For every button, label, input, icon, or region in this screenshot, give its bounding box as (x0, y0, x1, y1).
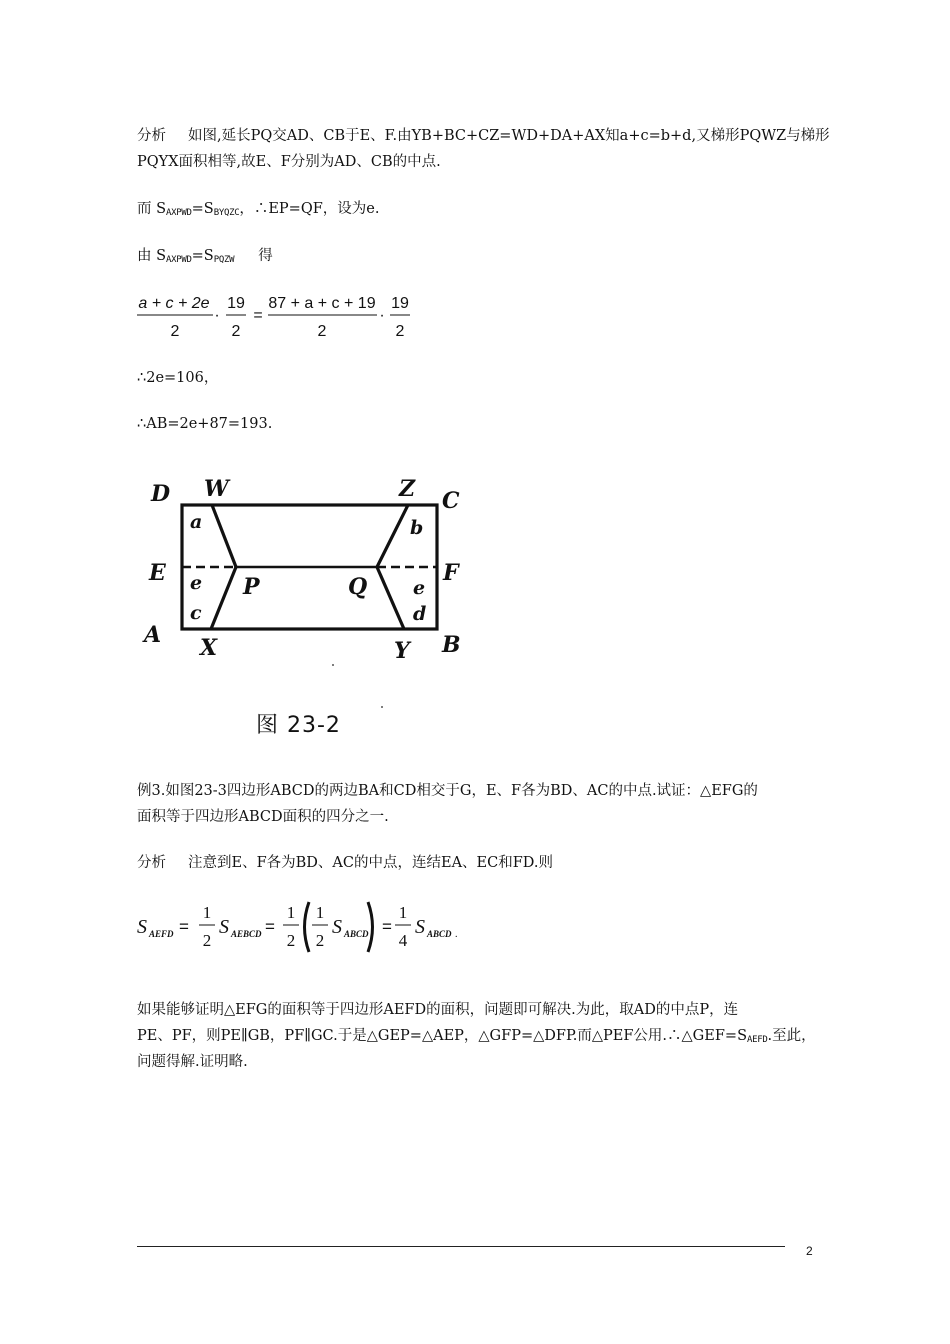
segment-ZQ (377, 505, 408, 567)
label-F: F (443, 560, 459, 586)
analysis-paragraph-line-1 (137, 123, 830, 149)
svg-text:=: = (382, 917, 392, 936)
analysis-paragraph-line-2: PQYX面积相等,故E、F分别为AD、CB的中点. (137, 154, 441, 170)
svg-text:.: . (455, 929, 458, 940)
svg-text:S: S (332, 916, 342, 938)
equals-sign: = (253, 307, 263, 324)
svg-text:2: 2 (315, 931, 325, 950)
label-Z: Z (399, 476, 416, 502)
area-ratio-formula (137, 896, 477, 958)
example-3-line-2: 面积等于四边形ABCD面积的四分之一. (137, 809, 389, 825)
area-equality-line-2: 由 $S_{AXPWD}=S_{PQZW}$ 得 (137, 248, 273, 265)
segment-QY (377, 567, 404, 629)
segment-WP (212, 505, 236, 567)
analysis-text: 如图,延长PQ交AD、CB于E、F.由YB+BC+CZ=WD+DA+AX知a+c=b+d,又梯形PQWZ与梯形 (188, 128, 830, 144)
svg-text:S: S (219, 916, 229, 938)
label-Y: Y (394, 638, 410, 664)
svg-text:2: 2 (286, 931, 296, 950)
svg-text:ABCD: ABCD (344, 929, 369, 939)
result-line-2: ∴AB=2e+87=193. (137, 416, 273, 432)
svg-text:2: 2 (231, 323, 241, 340)
svg-text:2: 2 (202, 931, 212, 950)
svg-text:AEFD: AEFD (149, 929, 174, 939)
svg-text:2: 2 (317, 323, 327, 340)
footer-rule (137, 1246, 785, 1247)
svg-text:=: = (179, 917, 189, 936)
conclusion-line-2: PE、PF，则PE∥GB，PF∥GC.于是△GEP=△AEP，△GFP=△DFP.而△PEF公用$.\therefore\triangle GEF=S_{AEFD}$.至此， (137, 1028, 816, 1045)
figure-caption: 图 23-2 (256, 713, 341, 738)
conclusion-line-1: 如果能够证明△EFG的面积等于四边形AEFD的面积，问题即可解决.为此，取AD的中点P，连 (137, 1002, 739, 1018)
label-X: X (200, 635, 218, 661)
example-3-line-1: 例3.如图23-3四边形ABCD的两边BA和CD相交于G，E、F各为BD、AC的中点.试证：△EFG的 (137, 783, 758, 799)
label-D: D (151, 481, 171, 507)
svg-text:·: · (214, 307, 220, 324)
label-d: d (413, 603, 427, 625)
label-A: A (144, 622, 162, 648)
label-P: P (243, 574, 260, 600)
analysis-2-line: 分析 注意到E、F各为BD、AC的中点，连结EA、EC和FD.则 (137, 855, 554, 871)
numerator-19-b: 19 (391, 295, 409, 312)
numerator-19-a: 19 (227, 295, 245, 312)
label-e-left: e (190, 572, 203, 594)
svg-text:4: 4 (398, 931, 408, 950)
label-C: C (442, 488, 460, 514)
trapezoid-figure (137, 470, 477, 685)
numerator-right: 87 + a + c + 19 (268, 295, 376, 312)
conclusion-line-3: 问题得解.证明略. (137, 1054, 248, 1070)
svg-text:S: S (137, 916, 147, 938)
label-b: b (410, 517, 424, 539)
svg-text:1: 1 (398, 903, 408, 922)
page-number: 2 (806, 1244, 813, 1258)
svg-text:=: = (265, 917, 275, 936)
area-equation-formula (137, 288, 427, 344)
analysis-label: 分析 (137, 128, 166, 144)
denominator-left: 2 (170, 323, 180, 340)
svg-text:AEBCD: AEBCD (231, 929, 262, 939)
label-B: B (442, 632, 461, 658)
label-E: E (149, 560, 166, 586)
svg-text:1: 1 (202, 903, 212, 922)
area-equality-line: 而 $S_{AXPWD}=S_{BYQZC}$，∴EP=QF，设为e. (137, 201, 380, 218)
label-Q: Q (348, 574, 368, 600)
numerator-left: a + c + 2e (138, 295, 210, 312)
label-e-right: e (413, 577, 426, 599)
label-c: c (190, 602, 202, 624)
result-line-1: ∴2e=106， (137, 370, 219, 386)
svg-text:·: · (379, 307, 385, 324)
svg-text:1: 1 (286, 903, 296, 922)
svg-text:ABCD: ABCD (427, 929, 452, 939)
svg-text:1: 1 (315, 903, 325, 922)
analysis-label-2: 分析 (137, 855, 166, 871)
segment-PX (211, 567, 236, 629)
svg-text:S: S (415, 916, 425, 938)
svg-text:2: 2 (395, 323, 405, 340)
label-W: W (204, 476, 229, 502)
label-a: a (190, 511, 203, 533)
